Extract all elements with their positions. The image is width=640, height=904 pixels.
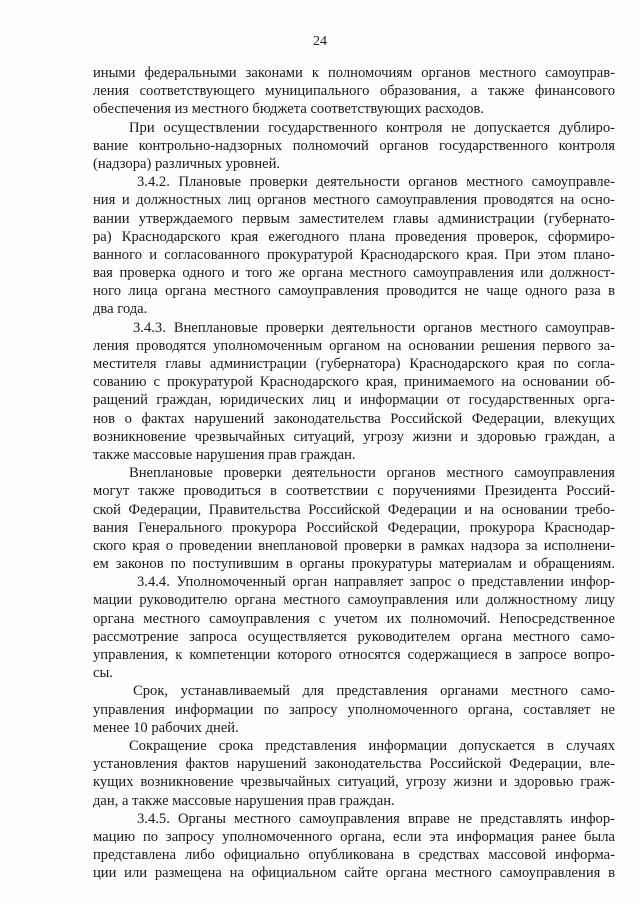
text-line: нов о фактах нарушений законодательства Российской Федерации, влекущих xyxy=(93,410,615,427)
text-line: установления фактов нарушений законодательства Российской Федерации, вле- xyxy=(93,756,615,773)
text-line: ния и должностных лиц органов местного самоуправления проводятся на осно- xyxy=(93,192,615,209)
text-line: органа местного самоуправления с учетом их полномочий. Непосредственное xyxy=(93,610,615,627)
text-line: ванного и согласованного прокуратурой Краснодарского края. При этом плано- xyxy=(93,246,615,263)
document-body xyxy=(93,64,615,882)
text-line: ления проводятся уполномоченным органом на основании решения первого за- xyxy=(93,337,615,354)
text-line: ращений граждан, юридических лиц и информации от государственных орга- xyxy=(93,392,615,409)
text-line: мации руководителю органа местного самоуправления или должностному лицу xyxy=(93,592,615,609)
text-line: возникновение чрезвычайных ситуаций, угрозу жизни и здоровью граждан, а xyxy=(93,428,615,445)
text-line: ем законов по поступившим в органы прокуратуры материалам и обращениям. xyxy=(93,556,615,573)
text-line: Сокращение срока представления информации допускается в случаях xyxy=(129,737,615,754)
text-line: иными федеральными законами к полномочиям органов местного самоуправ- xyxy=(93,65,615,81)
text-line: вание контрольно-надзорных полномочий органов государственного контроля xyxy=(93,137,615,154)
text-line: сованию с прокуратурой Краснодарского края, принимаемого на основании об- xyxy=(93,374,615,391)
text-line: ра) Краснодарского края ежегодного плана проведения проверок, сформиро- xyxy=(93,228,615,245)
text-line: 3.4.2. Плановые проверки деятельности органов местного самоуправле- xyxy=(137,174,615,191)
text-line: мацию по запросу уполномоченного органа, если эта информация ранее была xyxy=(93,828,615,845)
text-line: управления, к компетенции которого относятся содержащиеся в запросе вопро- xyxy=(93,647,615,663)
text-line: вая проверка одного и того же органа местного самоуправления или должност- xyxy=(93,265,615,282)
text-line: ции или размещена на официальном сайте органа местного самоуправления в xyxy=(93,865,615,882)
text-line: ления соответствующего муниципального образования, а также финансового xyxy=(93,83,615,100)
text-line: Внеплановые проверки деятельности органов местного самоуправления xyxy=(129,465,615,482)
text-line: вании утверждаемого первым заместителем главы администрации (губернато- xyxy=(93,210,615,227)
page-number: 24 xyxy=(313,34,327,49)
text-line: дан, а также массовые нарушения прав граждан. xyxy=(93,792,395,809)
text-line: кущих возникновение чрезвычайных ситуаций, угрозу жизни и здоровью граж- xyxy=(93,774,615,791)
text-line: 3.4.5. Органы местного самоуправления вправе не представлять инфор- xyxy=(137,810,615,827)
text-line: ского края о проведении внеплановой проверки в рамках надзора за исполнени- xyxy=(93,537,615,554)
text-line: могут также проводиться в соответствии с поручениями Президента Россий- xyxy=(93,483,615,500)
text-line: два года. xyxy=(93,301,148,318)
text-line: управления информации по запросу уполномоченного органа, составляет не xyxy=(93,701,615,718)
text-line: менее 10 рабочих дней. xyxy=(93,719,239,736)
text-line: обеспечения из местного бюджета соответствующих расходов. xyxy=(93,101,484,118)
text-line: рассмотрение запроса осуществляется руководителем органа местного само- xyxy=(93,628,615,645)
text-line: представлена либо официально опубликована в средствах массовой информа- xyxy=(93,847,615,864)
text-line: 3.4.3. Внеплановые проверки деятельности органов местного самоуправ- xyxy=(133,319,615,336)
text-line: местителя главы администрации (губернатора) Краснодарского края по согла- xyxy=(93,356,615,372)
text-line: вания Генерального прокурора Российской Федерации, прокурора Краснодар- xyxy=(93,519,615,536)
text-line: сы. xyxy=(93,665,113,682)
text-line: 3.4.4. Уполномоченный орган направляет запрос о представлении инфор- xyxy=(137,574,615,591)
text-line: Срок, устанавливаемый для представления органами местного само- xyxy=(133,683,615,700)
text-line: (надзора) различных уровней. xyxy=(93,155,281,172)
text-line: ской Федерации, Правительства Российской Федерации и на основании требо- xyxy=(93,501,615,518)
text-line: также массовые нарушения прав граждан. xyxy=(93,446,356,463)
text-line: ного лица органа местного самоуправления проводится не чаще одного раза в xyxy=(93,283,615,300)
text-line: При осуществлении государственного контроля не допускается дублиро- xyxy=(129,119,615,136)
